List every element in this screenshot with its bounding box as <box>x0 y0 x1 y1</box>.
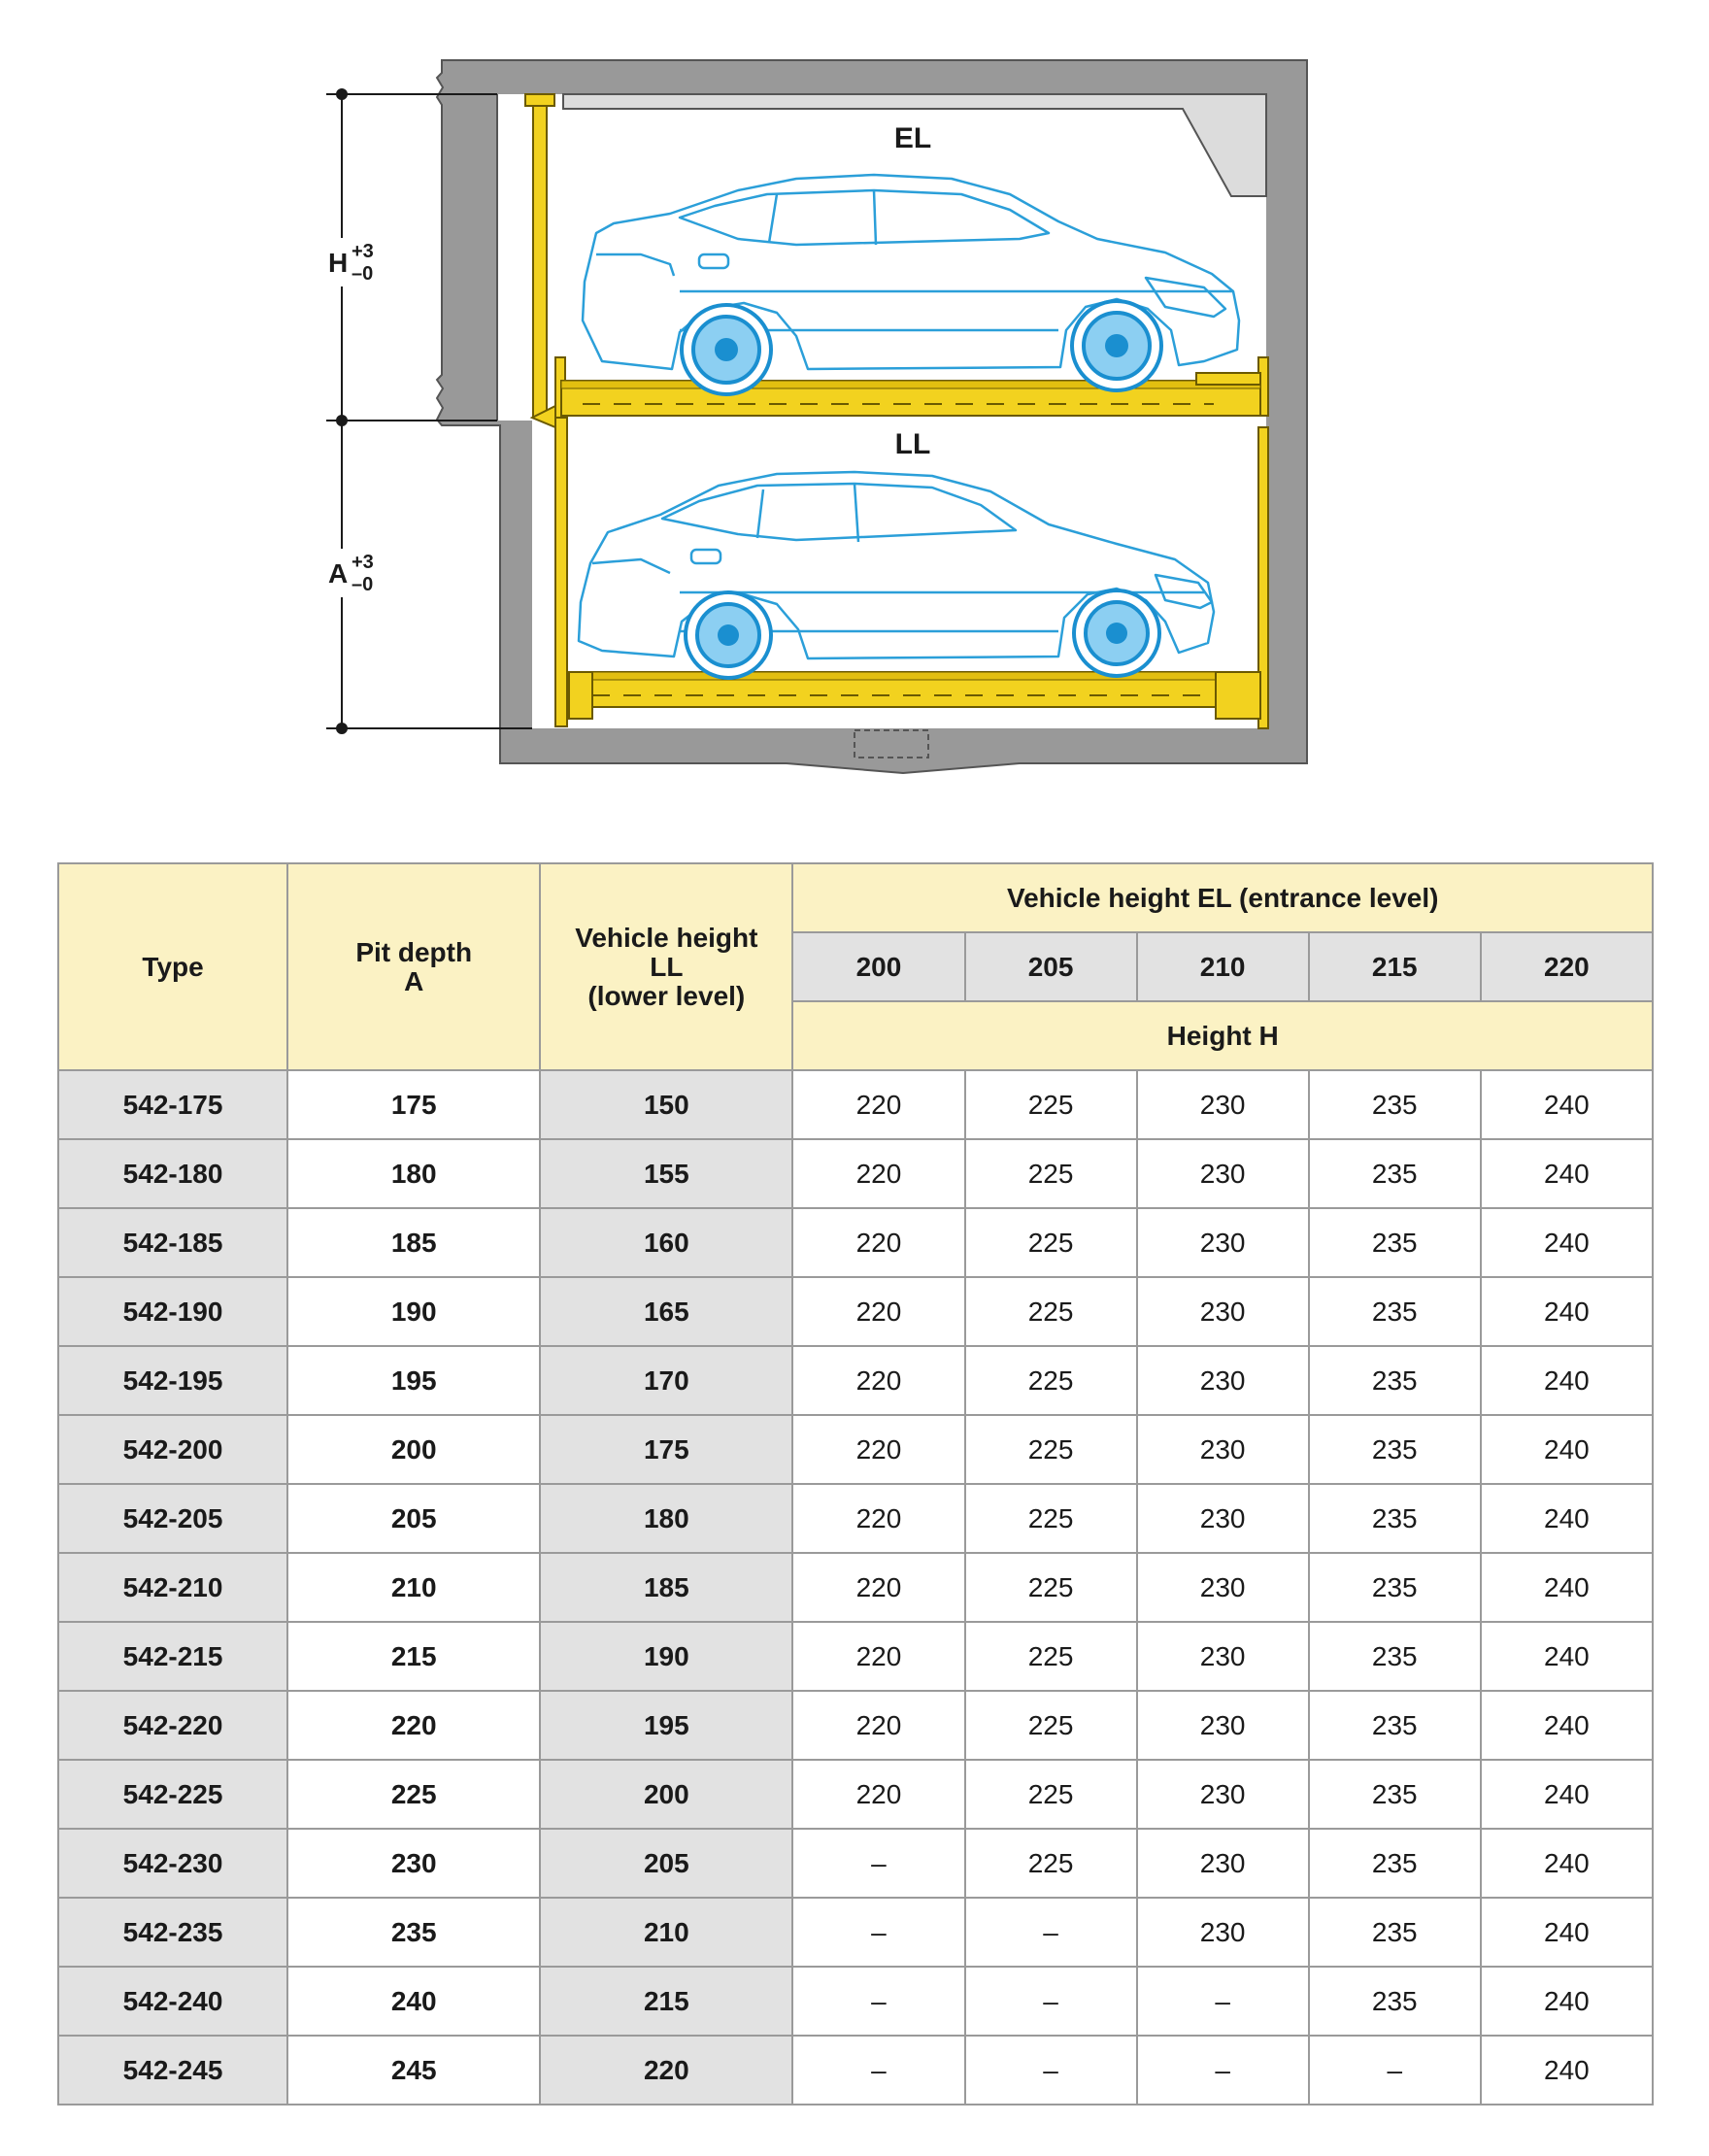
cell-height-h: 225 <box>965 1760 1137 1829</box>
cell-height-h: 220 <box>792 1139 964 1208</box>
cell-height-h: 225 <box>965 1415 1137 1484</box>
label-lower-level: LL <box>894 428 931 460</box>
cell-pit-depth: 240 <box>287 1967 540 2036</box>
cell-height-h: 230 <box>1137 1691 1309 1760</box>
cell-height-h: 235 <box>1309 1346 1481 1415</box>
table-row <box>58 1691 1653 1760</box>
cell-height-h: – <box>965 1967 1137 2036</box>
svg-text:+3: +3 <box>352 552 374 573</box>
cell-height-h: – <box>1137 1967 1309 2036</box>
cell-vehicle-height-ll: 205 <box>540 1829 792 1898</box>
cell-height-h: 225 <box>965 1622 1137 1691</box>
header-height-h: Height H <box>792 1001 1653 1070</box>
header-el-value: 205 <box>965 932 1137 1001</box>
cell-height-h: – <box>792 1898 964 1967</box>
cell-height-h: – <box>1137 2036 1309 2105</box>
cell-type: 542-215 <box>58 1622 287 1691</box>
cell-vehicle-height-ll: 150 <box>540 1070 792 1139</box>
table-row <box>58 1484 1653 1553</box>
cell-height-h: – <box>792 1829 964 1898</box>
cell-pit-depth: 215 <box>287 1622 540 1691</box>
cell-vehicle-height-ll: 165 <box>540 1277 792 1346</box>
cell-type: 542-240 <box>58 1967 287 2036</box>
cell-type: 542-195 <box>58 1346 287 1415</box>
cell-pit-depth: 235 <box>287 1898 540 1967</box>
table-body <box>58 1070 1653 2105</box>
cell-pit-depth: 220 <box>287 1691 540 1760</box>
cell-height-h: 240 <box>1481 1070 1653 1139</box>
cell-height-h: 230 <box>1137 1829 1309 1898</box>
cell-height-h: 235 <box>1309 1484 1481 1553</box>
cell-pit-depth: 210 <box>287 1553 540 1622</box>
table-row <box>58 1967 1653 2036</box>
cell-vehicle-height-ll: 200 <box>540 1760 792 1829</box>
cell-vehicle-height-ll: 175 <box>540 1415 792 1484</box>
cell-height-h: 235 <box>1309 1553 1481 1622</box>
header-el-value: 220 <box>1481 932 1653 1001</box>
table-row <box>58 1070 1653 1139</box>
cell-pit-depth: 225 <box>287 1760 540 1829</box>
cell-height-h: 230 <box>1137 1070 1309 1139</box>
cell-height-h: 230 <box>1137 1622 1309 1691</box>
cell-height-h: 240 <box>1481 1622 1653 1691</box>
cell-height-h: – <box>965 1898 1137 1967</box>
cell-height-h: 240 <box>1481 1691 1653 1760</box>
cell-height-h: 230 <box>1137 1760 1309 1829</box>
cell-height-h: 235 <box>1309 1691 1481 1760</box>
svg-text:H: H <box>328 248 349 278</box>
cell-type: 542-220 <box>58 1691 287 1760</box>
cell-height-h: 220 <box>792 1277 964 1346</box>
cell-height-h: 225 <box>965 1553 1137 1622</box>
cell-height-h: 225 <box>965 1829 1137 1898</box>
table-row <box>58 1139 1653 1208</box>
cell-height-h: 240 <box>1481 1967 1653 2036</box>
cell-type: 542-190 <box>58 1277 287 1346</box>
cell-height-h: 220 <box>792 1484 964 1553</box>
cell-height-h: 240 <box>1481 1208 1653 1277</box>
cell-height-h: 230 <box>1137 1415 1309 1484</box>
cell-height-h: 240 <box>1481 1415 1653 1484</box>
cell-vehicle-height-ll: 180 <box>540 1484 792 1553</box>
cell-height-h: 225 <box>965 1277 1137 1346</box>
table-row <box>58 1553 1653 1622</box>
table-row <box>58 2036 1653 2105</box>
cell-height-h: 235 <box>1309 1415 1481 1484</box>
cell-height-h: 220 <box>792 1070 964 1139</box>
table-row <box>58 1208 1653 1277</box>
cell-height-h: 230 <box>1137 1346 1309 1415</box>
header-type: Type <box>58 863 287 1070</box>
cell-height-h: – <box>792 1967 964 2036</box>
cell-pit-depth: 200 <box>287 1415 540 1484</box>
cell-type: 542-180 <box>58 1139 287 1208</box>
cell-height-h: – <box>965 2036 1137 2105</box>
cell-type: 542-245 <box>58 2036 287 2105</box>
cell-height-h: 220 <box>792 1553 964 1622</box>
parking-system-diagram <box>0 0 1709 796</box>
cell-type: 542-205 <box>58 1484 287 1553</box>
table-row <box>58 1829 1653 1898</box>
cell-height-h: 230 <box>1137 1553 1309 1622</box>
table-row <box>58 1622 1653 1691</box>
cell-height-h: 235 <box>1309 1277 1481 1346</box>
cell-pit-depth: 190 <box>287 1277 540 1346</box>
cell-height-h: 230 <box>1137 1484 1309 1553</box>
cell-type: 542-185 <box>58 1208 287 1277</box>
cell-vehicle-height-ll: 190 <box>540 1622 792 1691</box>
cell-height-h: 240 <box>1481 1277 1653 1346</box>
cell-pit-depth: 245 <box>287 2036 540 2105</box>
cell-type: 542-200 <box>58 1415 287 1484</box>
header-vehicle-height-ll: Vehicle height LL (lower level) <box>540 863 792 1070</box>
cell-height-h: 220 <box>792 1691 964 1760</box>
table-row <box>58 1898 1653 1967</box>
cell-height-h: 240 <box>1481 2036 1653 2105</box>
table-row <box>58 1277 1653 1346</box>
cell-height-h: 235 <box>1309 1967 1481 2036</box>
cell-vehicle-height-ll: 170 <box>540 1346 792 1415</box>
cell-height-h: 220 <box>792 1622 964 1691</box>
cell-type: 542-235 <box>58 1898 287 1967</box>
cell-height-h: 220 <box>792 1346 964 1415</box>
cell-pit-depth: 180 <box>287 1139 540 1208</box>
table-row <box>58 1760 1653 1829</box>
svg-text:–0: –0 <box>352 574 374 595</box>
cell-height-h: 240 <box>1481 1553 1653 1622</box>
cell-pit-depth: 195 <box>287 1346 540 1415</box>
cell-height-h: 235 <box>1309 1760 1481 1829</box>
svg-text:–0: –0 <box>352 263 374 285</box>
cell-pit-depth: 185 <box>287 1208 540 1277</box>
header-el-value: 210 <box>1137 932 1309 1001</box>
cell-height-h: 240 <box>1481 1139 1653 1208</box>
cell-height-h: 220 <box>792 1415 964 1484</box>
cell-height-h: – <box>1309 2036 1481 2105</box>
cell-height-h: 240 <box>1481 1484 1653 1553</box>
cell-vehicle-height-ll: 160 <box>540 1208 792 1277</box>
cell-type: 542-210 <box>58 1553 287 1622</box>
cell-type: 542-230 <box>58 1829 287 1898</box>
cell-type: 542-175 <box>58 1070 287 1139</box>
dimension-a-label <box>322 549 385 597</box>
cell-height-h: 240 <box>1481 1346 1653 1415</box>
cell-height-h: 235 <box>1309 1070 1481 1139</box>
cell-height-h: 235 <box>1309 1139 1481 1208</box>
cell-height-h: 235 <box>1309 1622 1481 1691</box>
svg-text:A: A <box>328 558 349 589</box>
cell-height-h: 235 <box>1309 1208 1481 1277</box>
cell-vehicle-height-ll: 195 <box>540 1691 792 1760</box>
cell-type: 542-225 <box>58 1760 287 1829</box>
cell-height-h: 220 <box>792 1208 964 1277</box>
cell-vehicle-height-ll: 155 <box>540 1139 792 1208</box>
cell-pit-depth: 175 <box>287 1070 540 1139</box>
header-el-value: 215 <box>1309 932 1481 1001</box>
cell-height-h: 235 <box>1309 1829 1481 1898</box>
label-upper-level: EL <box>893 122 932 154</box>
header-vehicle-height-el: Vehicle height EL (entrance level) <box>792 863 1653 932</box>
cell-height-h: 225 <box>965 1346 1137 1415</box>
table-row <box>58 1415 1653 1484</box>
cell-pit-depth: 230 <box>287 1829 540 1898</box>
cell-height-h: 225 <box>965 1070 1137 1139</box>
dimension-h-label <box>322 238 385 286</box>
cell-vehicle-height-ll: 185 <box>540 1553 792 1622</box>
svg-text:+3: +3 <box>352 241 374 262</box>
header-pit-depth: Pit depth A <box>287 863 540 1070</box>
cell-vehicle-height-ll: 210 <box>540 1898 792 1967</box>
cell-height-h: 240 <box>1481 1829 1653 1898</box>
cell-height-h: 230 <box>1137 1208 1309 1277</box>
cell-height-h: 225 <box>965 1208 1137 1277</box>
cell-height-h: 225 <box>965 1691 1137 1760</box>
cell-height-h: 225 <box>965 1139 1137 1208</box>
cell-height-h: 230 <box>1137 1898 1309 1967</box>
cell-height-h: 230 <box>1137 1277 1309 1346</box>
cell-vehicle-height-ll: 215 <box>540 1967 792 2036</box>
cell-height-h: – <box>792 2036 964 2105</box>
cell-pit-depth: 205 <box>287 1484 540 1553</box>
table-row <box>58 1346 1653 1415</box>
cell-height-h: 240 <box>1481 1898 1653 1967</box>
cell-height-h: 235 <box>1309 1898 1481 1967</box>
header-el-value: 200 <box>792 932 964 1001</box>
cell-vehicle-height-ll: 220 <box>540 2036 792 2105</box>
cell-height-h: 220 <box>792 1760 964 1829</box>
dimension-table <box>57 862 1654 2105</box>
cell-height-h: 240 <box>1481 1760 1653 1829</box>
cell-height-h: 225 <box>965 1484 1137 1553</box>
cell-height-h: 230 <box>1137 1139 1309 1208</box>
